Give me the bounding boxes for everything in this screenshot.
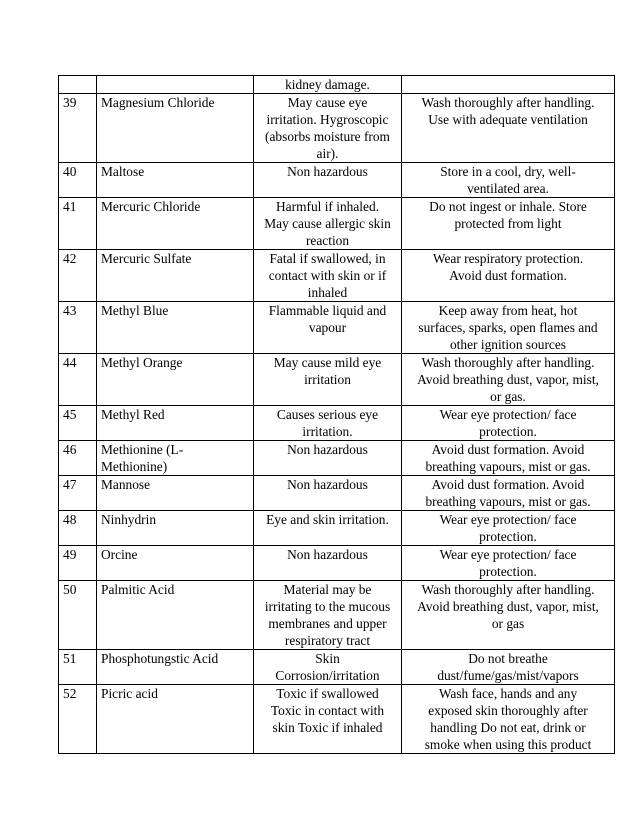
chemical-name: Methionine (L- Methionine) bbox=[97, 441, 254, 476]
hazard-text: Non hazardous bbox=[254, 441, 402, 476]
row-number: 51 bbox=[59, 650, 97, 685]
chemical-name: Picric acid bbox=[97, 685, 254, 754]
hazard-text: Material may be irritating to the mucous membranes and upper respiratory tract bbox=[254, 581, 402, 650]
chemical-name: Mannose bbox=[97, 476, 254, 511]
table-row bbox=[59, 685, 615, 754]
hazard-text: kidney damage. bbox=[254, 76, 402, 94]
hazard-text: Flammable liquid and vapour bbox=[254, 302, 402, 354]
row-number: 40 bbox=[59, 163, 97, 198]
row-number: 44 bbox=[59, 354, 97, 406]
hazard-text: Non hazardous bbox=[254, 476, 402, 511]
hazard-text: Non hazardous bbox=[254, 163, 402, 198]
table-row bbox=[59, 441, 615, 476]
handling-text: Wear eye protection/ face protection. bbox=[402, 511, 615, 546]
chemical-name: Methyl Red bbox=[97, 406, 254, 441]
handling-text: Wash thoroughly after handling. Avoid breathing dust, vapor, mist, or gas bbox=[402, 581, 615, 650]
table-row bbox=[59, 198, 615, 250]
row-number: 42 bbox=[59, 250, 97, 302]
table-row bbox=[59, 250, 615, 302]
hazard-text: Non hazardous bbox=[254, 546, 402, 581]
handling-text: Do not breathe dust/fume/gas/mist/vapors bbox=[402, 650, 615, 685]
hazard-text: May cause mild eye irritation bbox=[254, 354, 402, 406]
chemical-name: Palmitic Acid bbox=[97, 581, 254, 650]
handling-text: Wash thoroughly after handling. Avoid breathing dust, vapor, mist, or gas. bbox=[402, 354, 615, 406]
hazard-text: Eye and skin irritation. bbox=[254, 511, 402, 546]
table-row bbox=[59, 546, 615, 581]
row-number: 48 bbox=[59, 511, 97, 546]
table-row bbox=[59, 476, 615, 511]
chemical-name bbox=[97, 76, 254, 94]
handling-text: Keep away from heat, hot surfaces, sparks, open flames and other ignition sources bbox=[402, 302, 615, 354]
row-number: 43 bbox=[59, 302, 97, 354]
hazard-text: Harmful if inhaled. May cause allergic skin reaction bbox=[254, 198, 402, 250]
handling-text: Wear respiratory protection. Avoid dust formation. bbox=[402, 250, 615, 302]
chemical-name: Mercuric Sulfate bbox=[97, 250, 254, 302]
table-row bbox=[59, 302, 615, 354]
row-number: 46 bbox=[59, 441, 97, 476]
handling-text: Wash thoroughly after handling. Use with adequate ventilation bbox=[402, 94, 615, 163]
hazard-text: Skin Corrosion/irritation bbox=[254, 650, 402, 685]
chemical-name: Phosphotungstic Acid bbox=[97, 650, 254, 685]
table-row bbox=[59, 163, 615, 198]
row-number: 49 bbox=[59, 546, 97, 581]
chemical-name: Methyl Blue bbox=[97, 302, 254, 354]
row-number: 45 bbox=[59, 406, 97, 441]
chemical-name: Orcine bbox=[97, 546, 254, 581]
row-number: 52 bbox=[59, 685, 97, 754]
chemical-safety-table bbox=[58, 75, 615, 754]
handling-text bbox=[402, 76, 615, 94]
table-row bbox=[59, 354, 615, 406]
table-row bbox=[59, 511, 615, 546]
hazard-text: Causes serious eye irritation. bbox=[254, 406, 402, 441]
handling-text: Wear eye protection/ face protection. bbox=[402, 406, 615, 441]
hazard-text: May cause eye irritation. Hygroscopic (absorbs moisture from air). bbox=[254, 94, 402, 163]
row-number bbox=[59, 76, 97, 94]
handling-text: Avoid dust formation. Avoid breathing vapours, mist or gas. bbox=[402, 441, 615, 476]
handling-text: Store in a cool, dry, well- ventilated area. bbox=[402, 163, 615, 198]
row-number: 47 bbox=[59, 476, 97, 511]
row-number: 39 bbox=[59, 94, 97, 163]
chemical-name: Maltose bbox=[97, 163, 254, 198]
chemical-name: Methyl Orange bbox=[97, 354, 254, 406]
chemical-name: Ninhydrin bbox=[97, 511, 254, 546]
hazard-text: Toxic if swallowed Toxic in contact with skin Toxic if inhaled bbox=[254, 685, 402, 754]
handling-text: Wash face, hands and any exposed skin thoroughly after handling Do not eat, drink or smoke when using this product bbox=[402, 685, 615, 754]
table-row bbox=[59, 406, 615, 441]
row-number: 50 bbox=[59, 581, 97, 650]
hazard-text: Fatal if swallowed, in contact with skin or if inhaled bbox=[254, 250, 402, 302]
chemical-name: Mercuric Chloride bbox=[97, 198, 254, 250]
handling-text: Wear eye protection/ face protection. bbox=[402, 546, 615, 581]
chemical-name: Magnesium Chloride bbox=[97, 94, 254, 163]
handling-text: Avoid dust formation. Avoid breathing vapours, mist or gas. bbox=[402, 476, 615, 511]
table-row bbox=[59, 650, 615, 685]
table-row bbox=[59, 76, 615, 94]
table-row bbox=[59, 94, 615, 163]
row-number: 41 bbox=[59, 198, 97, 250]
table-row bbox=[59, 581, 615, 650]
handling-text: Do not ingest or inhale. Store protected from light bbox=[402, 198, 615, 250]
